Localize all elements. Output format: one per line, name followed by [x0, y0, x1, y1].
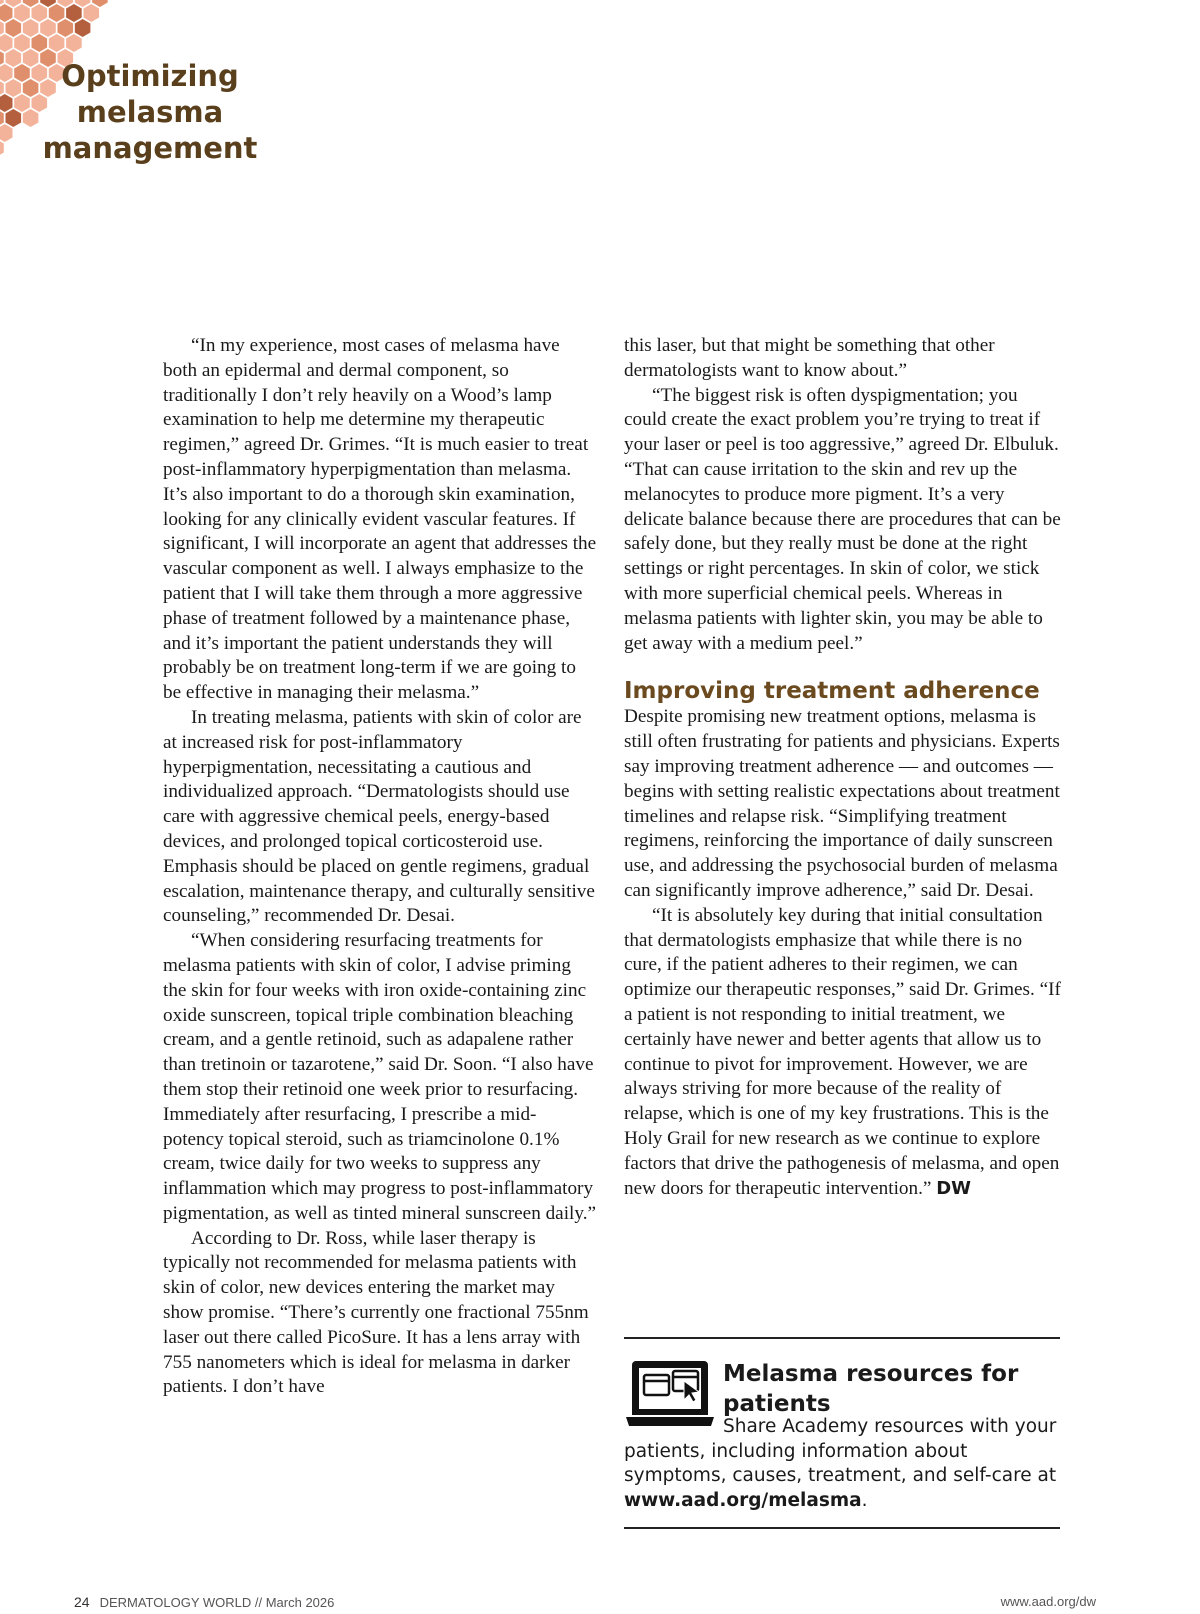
honeycomb-cell [6, 79, 22, 97]
honeycomb-cell [0, 109, 4, 127]
honeycomb-cell [0, 19, 4, 37]
honeycomb-cell [66, 4, 82, 22]
paragraph-dyspigmentation-elbuluk: “The biggest risk is often dyspigmentation; you could create the exact problem you’re trying to treat if your laser or peel is too aggressive,” agreed Dr. Elbuluk. “That can cause irritation to the skin and rev up the melanocytes to produce more pigment. It’s a very delicate balance because there are procedures that can be safely done, but they really must be done at the right settings or right percentages. In skin of color, we stick with more superficial chemical peels. Whereas in melasma patients with lighter skin, you may be able to get away with a medium peel.” [624, 384, 1061, 654]
honeycomb-cell [14, 94, 30, 112]
footer-url: www.aad.org/dw [1000, 1594, 1096, 1609]
paragraph-adherence-desai: Despite promising new treatment options, melasma is still often frustrating for patients and physicians. Experts say improving treatment adherence — and outcomes — begins with setting realistic expectations about treatment timelines and relapse risk. “Simplifying treatment regimens, reinforcing the importance of daily sunscreen use, and addressing the psychosocial burden of melasma can significantly improve adherence,” said Dr. Desai. [624, 706, 1060, 901]
paragraph-laser-continuation: this laser, but that might be something that other dermatologists want to know about.” [624, 335, 995, 381]
honeycomb-cell [0, 4, 13, 22]
resources-body-text: Share Academy resources with your patients, including information about symptoms, causes, treatment, and self-care at [624, 1416, 1057, 1486]
subheading-treatment-adherence: Improving treatment adherence [624, 678, 1040, 705]
honeycomb-cell [14, 34, 30, 52]
honeycomb-cell [32, 34, 48, 52]
honeycomb-cell [58, 19, 74, 37]
section-title-line-1: Optimizing [61, 59, 239, 93]
dw-end-mark: DW [936, 1177, 972, 1199]
resources-link[interactable]: www.aad.org/melasma [624, 1489, 862, 1511]
honeycomb-cell [23, 49, 39, 67]
honeycomb-cell [66, 34, 82, 52]
honeycomb-cell [0, 124, 13, 142]
section-title-line-3: management [42, 131, 258, 165]
honeycomb-cell [6, 49, 22, 67]
honeycomb-cell [6, 109, 22, 127]
page-number: 24 [74, 1594, 90, 1610]
resources-body [624, 1415, 1060, 1513]
honeycomb-cell [32, 4, 48, 22]
honeycomb-cell [0, 94, 13, 112]
honeycomb-cell [84, 4, 100, 22]
honeycomb-cell [40, 19, 56, 37]
paragraph-resurfacing-soon: “When considering resurfacing treatments for melasma patients with skin of color, I advise priming the skin for four weeks with iron oxide-containing zinc oxide sunscreen, topical triple combination bleaching cream, and a gentle retinoid, such as adapalene rather than tretinoin or tazarotene,” said Dr. Soon. “I also have them stop their retinoid one week prior to resurfacing. Immediately after resurfacing, I prescribe a mid-potency topical steroid, such as triamcinolone 0.1% cream, twice daily for two weeks to suppress any inflammation which may progress to post-inflammatory pigmentation, as well as tinted mineral sunscreen daily.” [163, 930, 597, 1224]
honeycomb-cell [6, 19, 22, 37]
paragraph-consultation-grimes [624, 904, 1064, 1202]
honeycomb-cell [0, 49, 4, 67]
honeycomb-cell [0, 34, 13, 52]
paragraph-consultation-grimes-text: “It is absolutely key during that initial consultation that dermatologists emphasize that while there is no cure, if the patient adheres to their regimen, we can optimize our therapeutic responses,” said Dr. Grimes. “If a patient is not responding to initial treatment, we certainly have newer and better agents that allow us to continue to pivot for improvement. However, we are always striving for more because of the reality of relapse, which is one of my key frustrations. This is the Holy Grail for new research as we continue to explore factors that drive the pathogenesis of melasma, and open new doors for therapeutic intervention.” [624, 904, 1061, 1199]
honeycomb-cell [23, 109, 39, 127]
honeycomb-cell [14, 4, 30, 22]
honeycomb-cell [0, 139, 4, 157]
paragraph-laser-ross: According to Dr. Ross, while laser therapy is typically not recommended for melasma patients with skin of color, new devices entering the market may show promise. “There’s currently one fractional 755nm laser out there called PicoSure. It has a lens array with 755 nanometers which is ideal for melasma in darker patients. I don’t have [163, 1227, 589, 1398]
section-title [40, 58, 260, 166]
paragraph-skin-of-color-risk: In treating melasma, patients with skin of color are at increased risk for post-inflammatory hyperpigmentation, necessitating a cautious and individualized approach. “Dermatologists should use care with aggressive chemical peels, energy-based devices, and prolonged topical corticosteroid use. Emphasis should be placed on gentle regimens, gradual escalation, maintenance therapy, and culturally sensitive counseling,” recommended Dr. Desai. [163, 706, 595, 927]
page-footer [74, 1594, 1126, 1614]
honeycomb-cell [23, 79, 39, 97]
honeycomb-cell [49, 4, 65, 22]
resources-box [624, 1337, 1060, 1529]
resources-title: Melasma resources for patients [723, 1361, 1019, 1417]
resources-link-period: . [861, 1489, 868, 1511]
honeycomb-cell [23, 19, 39, 37]
honeycomb-cell [75, 19, 91, 37]
honeycomb-cell [14, 64, 30, 82]
section-title-line-2: melasma [76, 95, 224, 129]
paragraph-grimes-woods-lamp: “In my experience, most cases of melasma have both an epidermal and dermal component, so traditionally I don’t rely heavily on a Wood’s lamp examination to help me determine my therapeutic regimen,” agreed Dr. Grimes. “It is much easier to treat post-inflammatory hyperpigmentation than melasma. It’s also important to do a thorough skin examination, looking for any clinically evident vascular features. If significant, I will incorporate an agent that addresses the vascular component as well. I always emphasize to the patient that I will take them through a more aggressive phase of treatment followed by a maintenance phase, and it’s important the patient understands they will probably be on treatment long-term if we are going to be effective in managing their melasma.” [163, 335, 597, 704]
honeycomb-cell [0, 64, 13, 82]
honeycomb-cell [49, 34, 65, 52]
left-column [163, 334, 597, 1400]
publication-line: DERMATOLOGY WORLD // March 2026 [99, 1595, 335, 1610]
right-column [624, 334, 1064, 1201]
honeycomb-cell [0, 79, 4, 97]
